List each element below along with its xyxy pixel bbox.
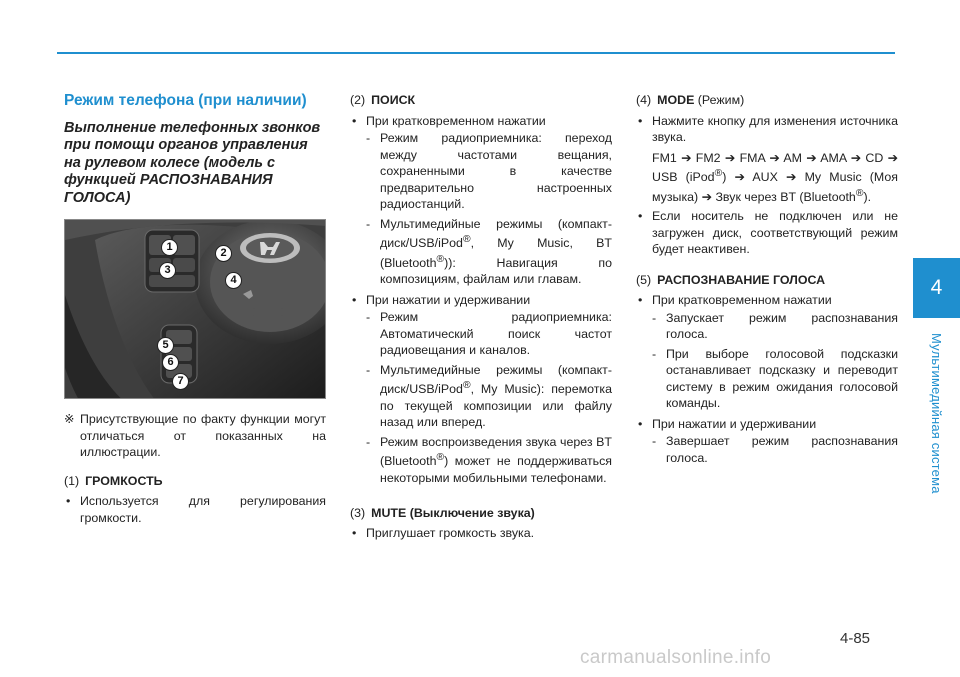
- dash-mark: -: [366, 362, 371, 377]
- bullet-text: Используется для регулирования громкости.: [80, 494, 326, 525]
- mode-my-music: My Music (Моя музыка): [652, 170, 898, 204]
- dash-mark: -: [652, 434, 657, 449]
- dash-text: При выборе голосовой подсказки останавливает подсказку и переводит систему в режим ожидания голосовой команды.: [666, 346, 898, 411]
- registered-mark: ®: [436, 253, 445, 265]
- item-1-number: (1): [64, 473, 80, 488]
- dash-mark: -: [366, 131, 371, 145]
- text-part: ): [722, 170, 727, 185]
- dash-mark: -: [366, 310, 371, 325]
- item-2-dash-2: [366, 216, 612, 288]
- bullet-text: Приглушает громкость звука.: [366, 526, 535, 540]
- dash-text: Завершает режим распознавания голоса.: [666, 434, 898, 465]
- item-2-dash-4: [366, 362, 612, 431]
- arrow-icon: ➔: [850, 150, 862, 165]
- item-4-title-plain: (Режим): [697, 93, 745, 107]
- item-2-bullet-1: [350, 113, 612, 130]
- text-part: Мультимедийные режимы (компакт-диск/USB/iPod: [380, 362, 612, 397]
- mode-ama: AMA: [820, 150, 847, 165]
- bullet-mark: •: [352, 292, 357, 307]
- text-part: ) может не поддерживаться некоторыми мобильными телефонами.: [380, 454, 612, 485]
- section-title: Режим телефона (при наличии): [64, 92, 307, 109]
- item-1-bullet: [64, 493, 326, 526]
- mode-aux: AUX: [752, 170, 778, 185]
- bullet-mark: •: [638, 416, 643, 431]
- item-5-dash-2: [652, 346, 898, 412]
- text-part: Мультимедийные режимы (компакт-диск/USB/iPod: [380, 216, 612, 251]
- chapter-tab[interactable]: [913, 258, 960, 318]
- item-2-dash-3: [366, 309, 612, 359]
- item-2-dash-1: [366, 130, 612, 213]
- text-part: )): Навигация по композициям, файлам или главам.: [380, 255, 612, 287]
- item-5-title: РАСПОЗНАВАНИЕ ГОЛОСА: [657, 272, 826, 287]
- registered-mark: ®: [714, 168, 723, 179]
- item-5-heading: [636, 272, 898, 289]
- item-4-heading: [636, 92, 898, 109]
- bullet-text: Нажмите кнопку для изменения источника звука.: [652, 113, 898, 144]
- page-number: 4-85: [840, 630, 871, 647]
- item-5-dash-1: [652, 310, 898, 343]
- item-4-title: MODE: [657, 93, 695, 107]
- dash-mark: -: [652, 346, 657, 361]
- item-1-title: ГРОМКОСТЬ: [85, 473, 163, 488]
- mode-bt-audio: Звук через BT (Bluetooth: [715, 189, 856, 204]
- bullet-text: При кратковременном нажатии: [652, 293, 832, 308]
- item-3-number: (3): [350, 505, 366, 520]
- item-5-number: (5): [636, 272, 652, 287]
- chapter-label: [913, 318, 960, 508]
- mode-fm2: FM2: [695, 150, 721, 165]
- dash-mark: -: [366, 434, 371, 449]
- dash-text: Режим радиоприемника: переход между частотами вещания, сохраненными в качестве предварительно настроенных радиостанций.: [380, 131, 612, 211]
- item-2-heading: [350, 92, 612, 109]
- text-part: , My Music): перемотка по текущей композиции или файлу назад или вперед.: [380, 382, 612, 430]
- text-part: , My Music, BT (Bluetooth: [380, 236, 612, 270]
- dash-text: Запускает режим распознавания голоса.: [666, 310, 898, 342]
- item-3-heading: [350, 505, 612, 522]
- mode-am: AM: [783, 150, 802, 165]
- item-2-number: (2): [350, 93, 366, 107]
- arrow-icon: ➔: [887, 150, 898, 165]
- dash-text: Режим радиоприемника: Автоматический поиск частот радиовещания и каналов.: [380, 310, 612, 358]
- callout-6: 6: [162, 354, 179, 371]
- item-2-bullet-2: [350, 292, 612, 309]
- item-3-title: MUTE (Выключение звука): [371, 505, 535, 520]
- mode-cd: CD: [865, 150, 884, 165]
- bullet-mark: •: [638, 113, 643, 128]
- bullet-mark: •: [352, 526, 357, 540]
- note-text: Присутствующие по факту функции могут отличаться от показанных на иллюстрации.: [80, 412, 326, 459]
- callout-5: 5: [157, 337, 174, 354]
- note-mark: ※: [64, 412, 75, 426]
- dash-text: [380, 216, 612, 288]
- watermark: carmanualsonline.info: [580, 647, 772, 668]
- arrow-icon: ➔: [724, 150, 736, 165]
- column-2: [350, 92, 612, 543]
- item-2-dash-5: [366, 434, 612, 487]
- dash-text: [380, 434, 612, 487]
- item-5-dash-3: [652, 433, 898, 466]
- item-5-bullet-1: [636, 292, 898, 309]
- chapter-title: Мультимедийная система: [929, 332, 944, 494]
- arrow-icon: ➔: [786, 170, 797, 185]
- arrow-icon: ➔: [734, 170, 745, 185]
- bullet-mark: •: [352, 113, 357, 128]
- callout-4: 4: [225, 272, 242, 289]
- dash-text: [380, 362, 612, 431]
- bullet-mark: •: [638, 209, 643, 224]
- registered-mark: ®: [855, 187, 864, 199]
- text-part: ).: [863, 189, 872, 204]
- section-subtitle: Выполнение телефонных звонков при помощи органов управления на рулевом колесе (модель с функцией РАСПОЗНАВАНИЯ ГОЛОСА): [64, 119, 321, 206]
- steering-wheel-drawing: [65, 220, 326, 399]
- top-rule: [57, 52, 895, 54]
- mode-sequence: [652, 150, 898, 206]
- registered-mark: ®: [462, 380, 471, 392]
- dash-mark: -: [652, 310, 657, 325]
- bullet-text: При нажатии и удерживании: [652, 416, 817, 431]
- text-part: Режим воспроизведения звука через BT (Bluetooth: [380, 434, 612, 469]
- item-4-number: (4): [636, 93, 652, 107]
- bullet-mark: •: [66, 494, 71, 508]
- item-5-bullet-2: [636, 416, 898, 433]
- figure-note: [64, 411, 326, 461]
- column-3: [636, 92, 898, 469]
- arrow-icon: ➔: [769, 150, 780, 165]
- bullet-text: Если носитель не подключен или не загружен диск, соответствующий режим будет неактивен.: [652, 209, 898, 257]
- mode-usb: USB (iPod: [652, 170, 715, 185]
- column-1: [64, 92, 326, 527]
- callout-3: 3: [159, 262, 176, 279]
- registered-mark: ®: [462, 234, 471, 245]
- item-3-bullet: [350, 525, 612, 542]
- chapter-number: 4: [930, 276, 943, 299]
- steering-wheel-illustration: [64, 219, 326, 399]
- item-1-heading: [64, 473, 326, 490]
- arrow-icon: ➔: [806, 150, 817, 165]
- item-2-title: ПОИСК: [371, 93, 416, 107]
- item-4-bullet-1: [636, 113, 898, 146]
- callout-1: 1: [161, 239, 178, 256]
- callout-2: 2: [215, 245, 232, 262]
- arrow-icon: ➔: [681, 150, 692, 165]
- arrow-icon: ➔: [701, 189, 712, 204]
- bullet-text: При кратковременном нажатии: [366, 113, 546, 128]
- dash-mark: -: [366, 216, 371, 231]
- mode-fma: FMA: [739, 150, 766, 165]
- bullet-mark: •: [638, 293, 643, 308]
- item-4-bullet-2: [636, 208, 898, 258]
- registered-mark: ®: [436, 452, 445, 464]
- bullet-text: При нажатии и удерживании: [366, 292, 531, 307]
- callout-7: 7: [172, 373, 189, 390]
- mode-fm1: FM1: [652, 150, 677, 165]
